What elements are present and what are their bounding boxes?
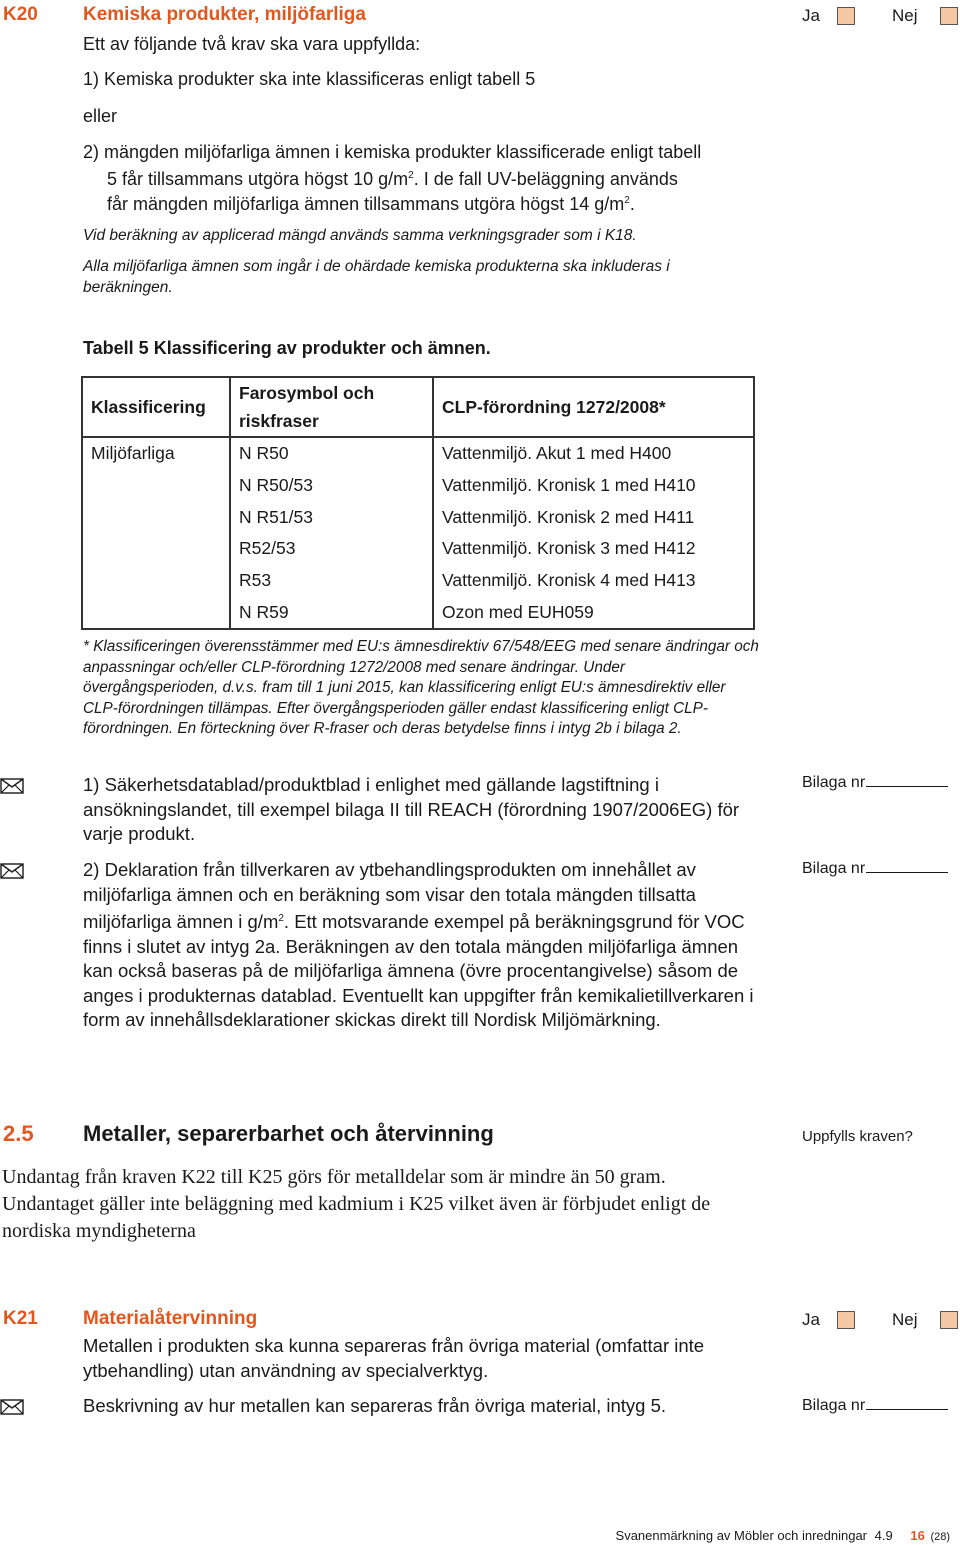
envelope-icon xyxy=(0,778,24,794)
table-row xyxy=(82,501,754,533)
envelope-icon xyxy=(0,1399,24,1415)
k20-option-2-line-2: 5 får tillsammans utgöra högst 10 $g/m^2$. I de fall UV-beläggning används xyxy=(107,169,678,189)
classification-table xyxy=(81,376,755,630)
table-cell: Miljöfarliga xyxy=(82,437,230,470)
table-cell: Vattenmiljö. Kronisk 1 med H410 xyxy=(433,470,754,502)
table-cell: N R59 xyxy=(230,596,433,629)
table-cell xyxy=(82,533,230,565)
table-row xyxy=(82,533,754,565)
table-cell: Vattenmiljö. Kronisk 3 med H412 xyxy=(433,533,754,565)
table-cell: N R50 xyxy=(230,437,433,470)
nej-label-k21: Nej xyxy=(892,1310,918,1329)
table-cell: Ozon med EUH059 xyxy=(433,596,754,629)
table-cell: N R51/53 xyxy=(230,501,433,533)
table-cell xyxy=(82,470,230,502)
section-number: 2.5 xyxy=(3,1121,34,1146)
table-header-farosymbol: Farosymbol och riskfraser xyxy=(230,377,433,437)
requirement-code-k20: K20 xyxy=(3,4,38,25)
table-header-klassificering: Klassificering xyxy=(82,377,230,437)
k21-document: Beskrivning av hur metallen kan separeras från övriga material, intyg 5. xyxy=(83,1395,667,1416)
table-footnote: * Klassificeringen överensstämmer med EU:s ämnesdirektiv 67/548/EEG med senare ändringar och anpassningar och/eller CLP-förordning 1272/2008 med senare ändringar. Under övergångsperioden, d.v.s. fram till 1 juni 2015, kan klassificering enligt EU:s ämnesdirektiv eller CLP-förordningen tillämpas. Efter övergångsperioden gäller endast klassificering enligt CLP-förordningen. En förteckning över R-fraser och deras betydelse finns i intyg 2b i bilaga 2. xyxy=(83,638,759,738)
table-cell: Vattenmiljö. Akut 1 med H400 xyxy=(433,437,754,470)
k20-option-1: 1) Kemiska produkter ska inte klassificeras enligt tabell 5 xyxy=(83,69,536,89)
ja-checkbox-k20[interactable] xyxy=(837,7,855,25)
k20-option-2-line-1: 2) mängden miljöfarliga ämnen i kemiska produkter klassificerade enligt tabell xyxy=(83,142,702,162)
table-cell: R53 xyxy=(230,565,433,597)
table-caption: Tabell 5 Klassificering av produkter och ämnen. xyxy=(83,338,491,358)
document-item-1: 1) Säkerhetsdatablad/produktblad i enlighet med gällande lagstiftning i ansökningslandet, till exempel bilaga II till REACH (förordning 1907/2006EG) för varje produkt. xyxy=(83,774,740,844)
table-cell xyxy=(82,565,230,597)
k20-intro: Ett av följande två krav ska vara uppfyllda: xyxy=(83,34,421,54)
bilaga-field-k21[interactable]: Bilaga nr xyxy=(802,1397,948,1415)
table-row xyxy=(82,470,754,502)
nej-checkbox-k20[interactable] xyxy=(940,7,958,25)
footer-page-total: (28) xyxy=(930,1531,950,1543)
table-row xyxy=(82,437,754,470)
table-cell: R52/53 xyxy=(230,533,433,565)
table-row xyxy=(82,565,754,597)
page-footer xyxy=(616,1528,950,1543)
document-item-2: 2) Deklaration från tillverkaren av ytbehandlingsprodukten om innehållet av miljöfarliga ämnen och en beräkning som visar den totala mängden tillsatta miljöfarliga ämnen i $g/m^2$. Ett motsvarande exempel på beräkningsgrund för VOC finns i slutet av intyg 2a. Beräkningen av den totala mängden miljöfarliga ämnen kan också baseras på de miljöfarliga ämnena (övre procentangivelse) såsom de anges i produkternas datablad. Eventuellt kan uppgifter från kemikalietillverkaren i form av innehållsdeklarationer skickas direkt till Nordisk Miljömärkning. xyxy=(83,859,754,1031)
table-row xyxy=(82,596,754,629)
k21-text: Metallen i produkten ska kunna separeras från övriga material (omfattar inte ytbehandling) utan användning av specialverktyg. xyxy=(83,1335,705,1381)
uppfylls-kraven-label: Uppfylls kraven? xyxy=(802,1128,913,1145)
ja-checkbox-k21[interactable] xyxy=(837,1311,855,1329)
ja-label-k20: Ja xyxy=(802,6,820,25)
table-cell: N R50/53 xyxy=(230,470,433,502)
table-cell: Vattenmiljö. Kronisk 2 med H411 xyxy=(433,501,754,533)
k20-note-2: Alla miljöfarliga ämnen som ingår i de ohärdade kemiska produkterna ska inkluderas i beräkningen. xyxy=(83,258,670,296)
nej-checkbox-k21[interactable] xyxy=(940,1311,958,1329)
table-header-clp: CLP-förordning 1272/2008* xyxy=(433,377,754,437)
ja-label-k21: Ja xyxy=(802,1310,820,1329)
bilaga-field-2[interactable]: Bilaga nr xyxy=(802,860,948,878)
k20-eller: eller xyxy=(83,106,118,126)
table-cell xyxy=(82,501,230,533)
footer-version: 4.9 xyxy=(874,1528,893,1543)
nej-label-k20: Nej xyxy=(892,6,918,25)
bilaga-field-1[interactable]: Bilaga nr xyxy=(802,774,948,792)
k20-note-1: Vid beräkning av applicerad mängd används samma verkningsgrader som i K18. xyxy=(83,227,637,244)
section-title: Metaller, separerbarhet och återvinning xyxy=(83,1121,494,1146)
k20-option-2-line-3: får mängden miljöfarliga ämnen tillsammans utgöra högst 14 $g/m^2$. xyxy=(107,194,635,214)
table-cell: Vattenmiljö. Kronisk 4 med H413 xyxy=(433,565,754,597)
requirement-title-k20: Kemiska produkter, miljöfarliga xyxy=(83,4,366,25)
footer-page-number: 16 xyxy=(910,1528,925,1543)
footer-doc-title: Svanenmärkning av Möbler och inredningar xyxy=(615,1528,868,1543)
table-cell xyxy=(82,596,230,629)
envelope-icon xyxy=(0,863,24,879)
section-body: Undantag från kraven K22 till K25 görs för metalldelar som är mindre än 50 gram. Undantaget gäller inte beläggning med kadmium i K25 vilket även är förbjudet enligt de nordiska myndigheterna xyxy=(2,1166,711,1242)
requirement-title-k21: Materialåtervinning xyxy=(83,1308,258,1329)
requirement-code-k21: K21 xyxy=(3,1308,38,1329)
